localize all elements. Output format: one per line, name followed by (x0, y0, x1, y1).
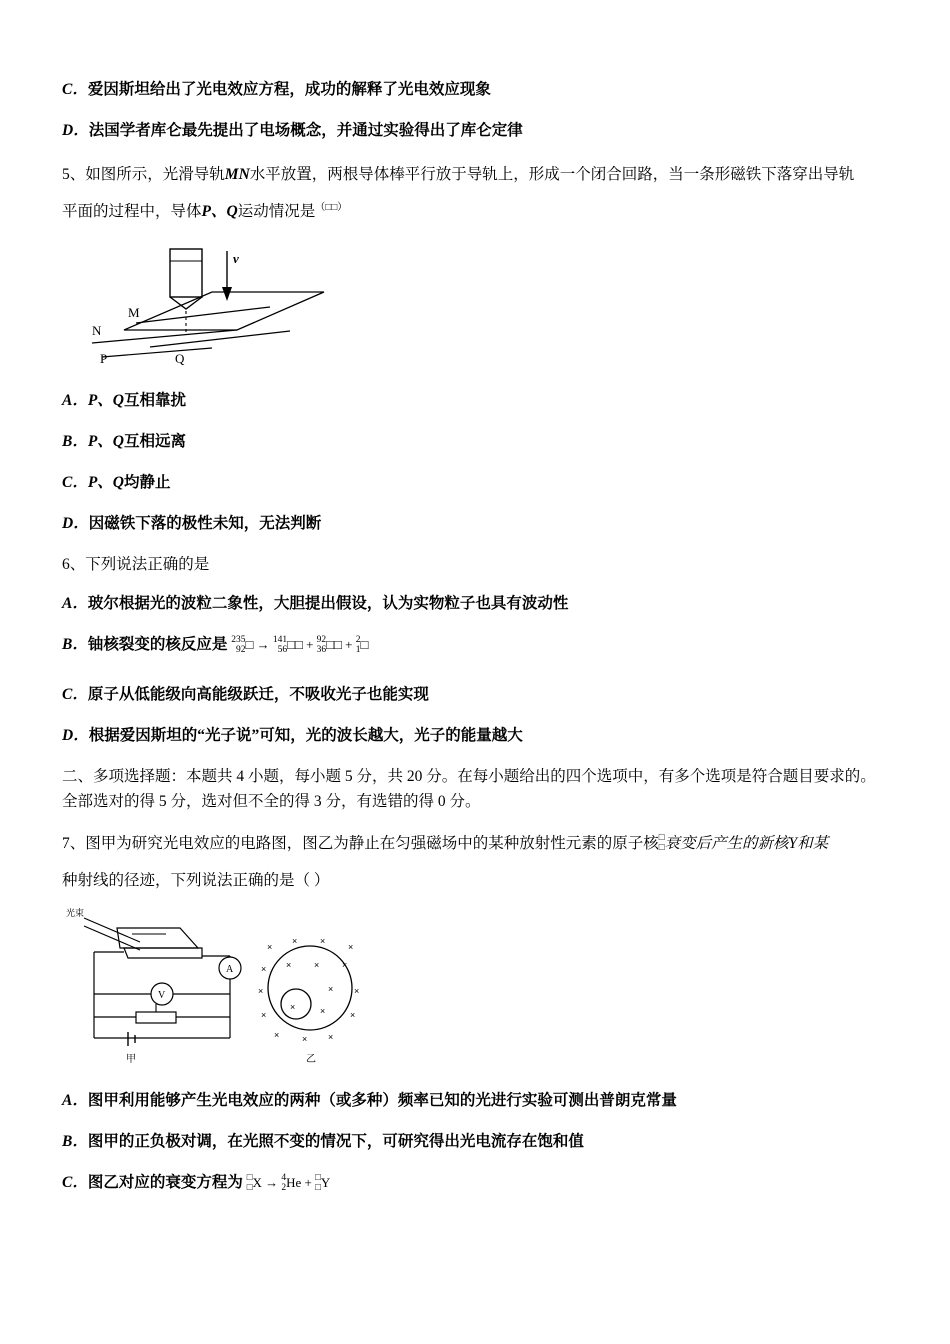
element-symbol: □□ (287, 637, 303, 652)
option-text: 互相靠扰 (124, 391, 187, 409)
question-7-y: Y (788, 834, 798, 852)
atomic-number: 1 (355, 645, 361, 656)
atomic-number: 56 (277, 645, 288, 656)
section-2-text: 本题共 4 小题，每小题 5 分，共 20 分。在每小题给出的四个选项中，有多个选项是符合题目要求的。全部选对的得 5 分，选对但不全的得 3 分，有选错的得 0 分。 (62, 768, 876, 810)
mass-number: □ (315, 1172, 321, 1183)
svg-text:×: × (302, 1033, 308, 1044)
mass-number: 4 (281, 1172, 287, 1183)
atomic-number: 2 (281, 1182, 287, 1193)
arrow-glyph: → (256, 637, 270, 652)
question-6-stem (62, 553, 888, 577)
mass-number: □ (658, 833, 665, 844)
plus-glyph: + (345, 637, 353, 652)
option-text: 图甲利用能够产生光电效应的两种（或多种）频率已知的光进行实验可测出普朗克常量 (87, 1091, 677, 1109)
svg-text:×: × (348, 941, 354, 952)
svg-text:×: × (267, 941, 273, 952)
svg-text:甲: 甲 (126, 1053, 136, 1065)
mass-number: 141 (272, 635, 288, 646)
option-text: 爱因斯坦给出了光电效应方程，成功的解释了光电效应现象 (87, 81, 491, 98)
q6-option-c (62, 683, 888, 707)
svg-text:×: × (328, 1031, 334, 1042)
question-5-pq: P、Q (201, 203, 238, 221)
element-symbol: □ (360, 637, 369, 652)
element-symbol: □ (245, 637, 254, 652)
svg-text:Q: Q (175, 350, 185, 366)
option-text: 互相远离 (124, 432, 187, 450)
question-5-tofu: （□□） (315, 202, 348, 214)
q5-option-c (62, 471, 888, 495)
svg-text:×: × (354, 985, 360, 996)
svg-text:×: × (258, 985, 264, 996)
svg-text:×: × (350, 1009, 356, 1020)
option-label: C． (62, 473, 88, 491)
figure-rails-magnet-svg (62, 235, 392, 375)
option-label: D． (62, 727, 89, 745)
q6-option-a (62, 592, 888, 616)
option-text: 原子从低能级向高能级跃迁，不吸收光子也能实现 (87, 686, 429, 704)
mass-number: □ (246, 1172, 253, 1183)
svg-text:N: N (92, 322, 102, 338)
atomic-number: □ (658, 843, 665, 854)
section-2-title: 二、多项选择题： (62, 768, 187, 786)
element-symbol-he: He (286, 1174, 302, 1190)
option-text: 铀核裂变的核反应是 (87, 636, 228, 653)
option-text: 玻尔根据光的波粒二象性，大胆提出假设，认为实物粒子也具有波动性 (87, 594, 569, 612)
svg-text:M: M (128, 304, 140, 320)
option-text: 法国学者库仑最先提出了电场概念，并通过实验得出了库仑定律 (88, 122, 523, 140)
q6-option-b (62, 633, 888, 657)
question-7-text-a: 图甲为研究光电效应的电路图，图乙为静止在匀强磁场中的某种放射性元素的原子核 (85, 834, 659, 852)
svg-text:×: × (292, 935, 298, 946)
nuclide-ba-index (273, 636, 287, 656)
option-label: B． (62, 1132, 88, 1150)
figure-photoelectric-circuit (62, 906, 888, 1071)
option-label: C． (62, 1173, 88, 1191)
question-6-text: 下列说法正确的是 (85, 555, 210, 573)
nuclide-u-index (231, 636, 245, 656)
nuclide-kr-index (317, 636, 327, 656)
figure-photoelectric-svg (62, 906, 402, 1071)
arrow-glyph: → (265, 1174, 279, 1190)
svg-text:×: × (320, 935, 326, 946)
question-7-text-d: 种射线的径迹，下列说法正确的是（ ） (62, 872, 330, 890)
element-symbol-x: X (252, 1174, 262, 1190)
fission-equation (231, 635, 369, 656)
svg-text:×: × (314, 959, 320, 970)
atomic-number: □ (315, 1182, 321, 1193)
atomic-number: 36 (316, 645, 327, 656)
option-label: B． (62, 432, 88, 450)
question-7-number: 7、 (62, 834, 86, 852)
svg-text:P: P (100, 350, 108, 366)
question-5-text-d: 运动情况是 (237, 203, 316, 221)
svg-text:×: × (290, 1001, 296, 1012)
question-5-text-c: 平面的过程中，导体 (62, 203, 202, 221)
question-5-number: 5、 (62, 166, 86, 184)
mass-number: 2 (355, 635, 361, 646)
q6-option-d (62, 724, 888, 748)
option-text: 图乙对应的衰变方程为 (87, 1173, 243, 1191)
plus-glyph: + (306, 637, 314, 652)
svg-text:光束: 光束 (66, 907, 85, 918)
svg-text:×: × (320, 1005, 326, 1016)
element-symbol: □□ (326, 637, 342, 652)
svg-text:乙: 乙 (306, 1053, 316, 1065)
option-label: A． (62, 594, 88, 612)
section-2-heading (62, 765, 888, 815)
svg-text:×: × (261, 963, 267, 974)
question-5-text-b: 水平放置，两根导体棒平行放于导轨上，形成一个闭合回路，当一条形磁铁下落穿出导轨 (249, 166, 855, 184)
q5-option-a (62, 389, 888, 413)
question-5-mn: MN (224, 166, 250, 184)
option-text: 图甲的正负极对调，在光照不变的情况下，可研究得出光电流存在饱和值 (87, 1132, 584, 1150)
option-text: 根据爱因斯坦的“光子说”可知，光的波长越大，光子的能量越大 (88, 727, 523, 745)
figure-rails-magnet (62, 235, 888, 375)
question-6-number: 6、 (62, 555, 86, 573)
q7-option-c (62, 1171, 888, 1195)
svg-text:×: × (261, 1009, 267, 1020)
q5-option-b (62, 430, 888, 454)
option-label: A． (62, 1091, 88, 1109)
plus-glyph: + (304, 1174, 312, 1190)
decay-equation (246, 1172, 331, 1193)
option-label: C． (62, 686, 88, 704)
element-symbol-y: Y (320, 1174, 331, 1190)
option-italic: P、Q (87, 432, 125, 450)
mass-number: 92 (316, 635, 327, 646)
option-italic: P、Q (87, 473, 125, 491)
option-text: 因磁铁下落的极性未知，无法判断 (88, 514, 322, 532)
question-5-stem (62, 160, 888, 189)
option-label: D． (62, 122, 89, 140)
svg-text:A: A (226, 963, 234, 975)
question-7-text-b: 衰变后产生的新核 (664, 834, 789, 852)
list-item (62, 78, 888, 102)
atomic-number: 92 (235, 645, 246, 656)
question-5-text-a: 如图所示，光滑导轨 (85, 166, 225, 184)
svg-text:×: × (328, 983, 334, 994)
q7-option-a (62, 1089, 888, 1113)
svg-text:v: v (233, 250, 239, 266)
svg-text:×: × (274, 1029, 280, 1040)
svg-text:V: V (158, 989, 166, 1001)
svg-text:×: × (286, 959, 292, 970)
q7-option-b (62, 1130, 888, 1154)
svg-text:×: × (342, 959, 348, 970)
option-label: B． (62, 636, 88, 653)
question-7-text-c: 和某 (797, 834, 829, 852)
atomic-number: □ (246, 1182, 253, 1193)
question-7-stem (62, 829, 888, 858)
question-7-stem-cont (62, 866, 888, 895)
option-label: C． (62, 81, 88, 98)
list-item (62, 119, 888, 143)
option-text: 均静止 (124, 473, 171, 491)
mass-number: 235 (231, 635, 246, 646)
option-italic: P、Q (87, 391, 125, 409)
option-label: D． (62, 514, 89, 532)
question-5-stem-cont (62, 197, 888, 226)
q5-option-d (62, 512, 888, 536)
option-label: A． (62, 391, 88, 409)
